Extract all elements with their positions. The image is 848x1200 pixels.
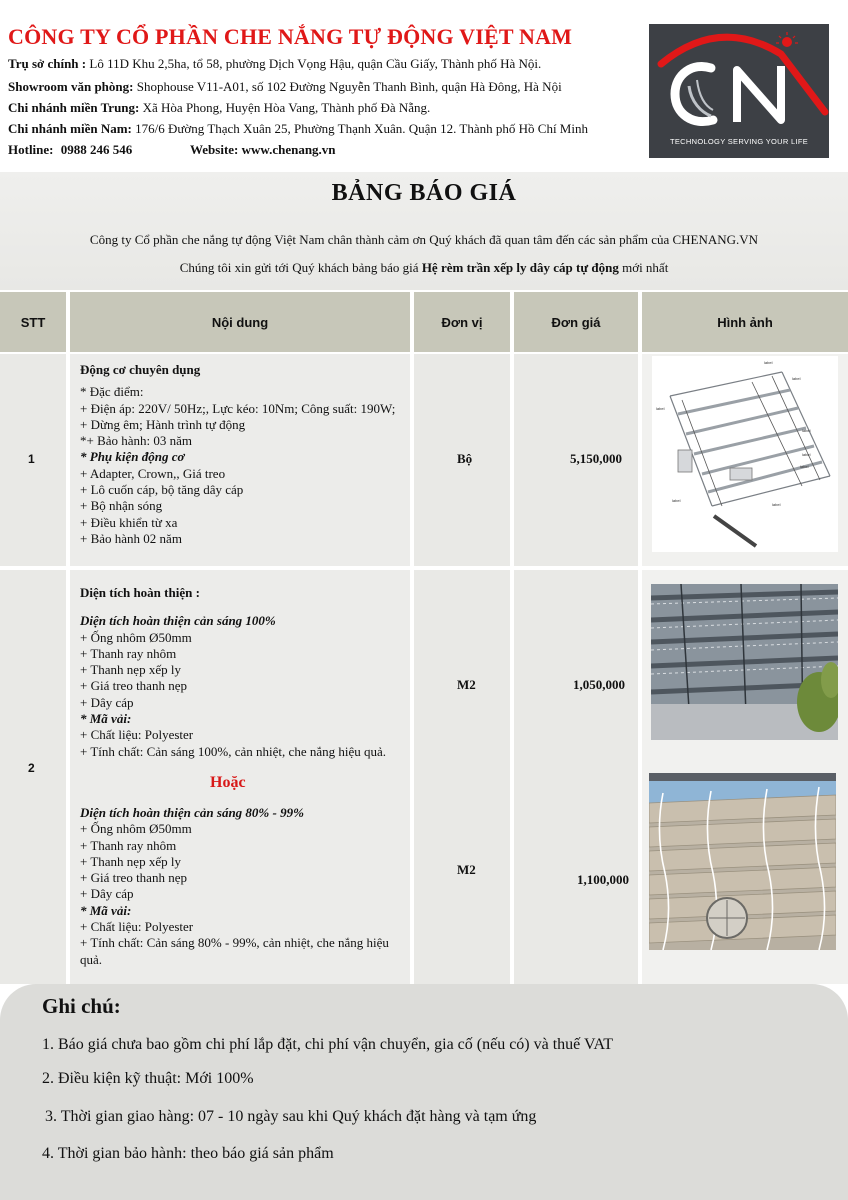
intro-suffix: mới nhất <box>618 260 669 275</box>
south-label: Chi nhánh miền Nam: <box>8 121 132 136</box>
hotline-label: Hotline: <box>8 142 54 157</box>
pleated-shade-photo <box>649 773 836 950</box>
note-item: 3. Thời gian giao hàng: 07 - 10 ngày sau khi Quý khách đặt hàng và tạm ứng <box>45 1108 537 1125</box>
option2-item: + Giá treo thanh nẹp <box>80 870 187 886</box>
row1-accessory: + Adapter, Crown,, Giá treo <box>80 465 226 481</box>
central-label: Chi nhánh miền Trung: <box>8 100 140 115</box>
note-item: 1. Báo giá chưa bao gồm chi phí lắp đặt, chi phí vận chuyển, gia cố (nếu có) và thuế VAT <box>42 1036 614 1053</box>
option1-fabric-item: + Tính chất: Cản sáng 100%, cản nhiệt, che nắng hiệu quả. <box>80 743 387 759</box>
row1-accessory: + Bảo hành 02 năm <box>80 530 182 546</box>
option1-price: 1,050,000 <box>573 677 625 692</box>
page-title: BẢNG BÁO GIÁ <box>331 180 517 206</box>
column-header-image: Hình ảnh <box>642 292 848 352</box>
option2-item: + Thanh ray nhôm <box>80 837 177 853</box>
row1-title: Động cơ chuyên dụng <box>80 362 201 377</box>
logo-tagline: TECHNOLOGY SERVING YOUR LIFE <box>669 137 809 146</box>
svg-text:label: label <box>792 376 801 381</box>
option1-item: + Ống nhôm Ø50mm <box>80 629 192 645</box>
intro-text: Công ty Cổ phần che nắng tự động Việt Nam chân thành cảm ơn Quý khách đã quan tâm đến các sản phẩm của CHENANG.VN <box>89 232 759 247</box>
row2-content-option2 <box>80 805 389 968</box>
product-name: Hệ rèm trần xếp ly dây cáp tự động <box>421 260 619 275</box>
option2-fabric-heading: * Mã vải: <box>80 902 132 918</box>
hotline-number[interactable]: 0988 246 546 <box>60 142 133 157</box>
notes-panel <box>0 984 848 1200</box>
row1-price: 5,150,000 <box>570 451 622 466</box>
cable-system-diagram-image <box>652 356 838 552</box>
showroom-address <box>8 79 562 95</box>
row2-heading: Diện tích hoàn thiện : <box>80 585 200 600</box>
option2-unit: M2 <box>457 862 476 877</box>
note-item: 4. Thời gian bảo hành: theo báo giá sản phẩm <box>42 1145 334 1162</box>
hotline <box>8 142 132 158</box>
option1-item: + Dây cáp <box>80 694 134 710</box>
row2-unit-cell <box>414 570 510 984</box>
option1-item: + Thanh nẹp xếp ly <box>80 662 181 678</box>
svg-text:label: label <box>802 452 811 457</box>
option2-fabric-item: + Chất liệu: Polyester <box>80 919 194 935</box>
option2-price: 1,100,000 <box>577 872 629 887</box>
row1-line: *+ Bảo hành: 03 năm <box>80 433 193 449</box>
website-link[interactable]: Website: www.chenang.vn <box>190 142 336 157</box>
row1-content <box>80 362 395 547</box>
or-separator: Hoặc <box>210 774 246 791</box>
central-branch-address <box>8 100 430 116</box>
row2-content-option1 <box>80 585 386 760</box>
south-value: 176/6 Đường Thạch Xuân 25, Phường Thạnh Xuân. Quận 12. Thành phố Hồ Chí Minh <box>135 121 588 136</box>
row1-accessories-heading: * Phụ kiện động cơ <box>80 449 185 465</box>
row2-stt-cell <box>0 570 66 984</box>
column-header-stt: STT <box>0 292 66 352</box>
column-header-price: Đơn giá <box>514 292 638 352</box>
svg-text:label: label <box>656 406 665 411</box>
pleated-ceiling-photo-icon <box>651 584 838 740</box>
row1-line: + Điện áp: 220V/ 50Hz;, Lực kéo: 10Nm; Công suất: 190W; <box>80 400 396 416</box>
option1-item: + Giá treo thanh nẹp <box>80 678 187 694</box>
option1-fabric-item: + Chất liệu: Polyester <box>80 727 194 743</box>
option2-item: + Thanh nẹp xếp ly <box>80 853 181 869</box>
option1-unit: M2 <box>457 677 476 692</box>
option1-item: + Thanh ray nhôm <box>80 645 177 661</box>
hq-label: Trụ sở chính : <box>8 56 87 71</box>
svg-text:label: label <box>672 498 681 503</box>
option1-title: Diện tích hoàn thiện cản sáng 100% <box>80 613 276 629</box>
svg-text:label: label <box>764 360 773 365</box>
row1-stt: 1 <box>28 452 35 466</box>
row1-accessory: + Điều khiển từ xa <box>80 514 178 530</box>
row1-accessory: + Bộ nhận sóng <box>80 498 163 514</box>
option2-fabric-item: quả. <box>80 951 103 967</box>
intro-prefix: Chúng tôi xin gửi tới Quý khách bảng báo giá <box>179 260 422 275</box>
showroom-label: Showroom văn phòng: <box>8 79 134 94</box>
row2-stt: 2 <box>28 761 35 775</box>
notes-title: Ghi chú: <box>42 994 121 1018</box>
showroom-value: Shophouse V11-A01, số 102 Đường Nguyễn Thanh Bình, quận Hà Đông, Hà Nội <box>136 79 562 94</box>
column-header-content: Nội dung <box>70 292 410 352</box>
option2-item: + Dây cáp <box>80 886 134 902</box>
row1-accessory: + Lô cuốn cáp, bộ tăng dây cáp <box>80 482 244 498</box>
svg-text:label: label <box>802 428 811 433</box>
svg-text:label: label <box>800 464 809 469</box>
option2-fabric-item: + Tính chất: Cản sáng 80% - 99%, cản nhiệt, che nắng hiệu <box>80 935 389 951</box>
row2-price-cell <box>514 570 638 984</box>
cable-system-diagram-icon <box>652 356 838 552</box>
row1-unit: Bộ <box>457 451 473 466</box>
option2-item: + Ống nhôm Ø50mm <box>80 821 192 837</box>
note-item: 2. Điều kiện kỹ thuật: Mới 100% <box>42 1070 254 1087</box>
hq-address <box>8 56 541 72</box>
company-name: CÔNG TY CỔ PHẦN CHE NẮNG TỰ ĐỘNG VIỆT NAM <box>8 24 573 49</box>
company-logo <box>649 24 829 158</box>
pleated-ceiling-photo <box>651 584 838 740</box>
south-branch-address <box>8 121 588 137</box>
svg-text:label: label <box>772 502 781 507</box>
pleated-shade-photo-icon <box>649 773 836 950</box>
column-header-unit: Đơn vị <box>414 292 510 352</box>
row1-line: * Đặc điểm: <box>80 384 144 400</box>
option2-title: Diện tích hoàn thiện cản sáng 80% - 99% <box>80 805 304 820</box>
intro-product-line <box>0 260 848 276</box>
central-value: Xã Hòa Phong, Huyện Hòa Vang, Thành phố Đà Nẵng. <box>142 100 431 115</box>
row1-line: + Dừng êm; Hành trình tự động <box>80 416 246 432</box>
hq-value: Lô 11D Khu 2,5ha, tổ 58, phường Dịch Vọng Hậu, quận Cầu Giấy, Thành phố Hà Nội. <box>89 56 542 71</box>
option1-fabric-heading: * Mã vải: <box>80 711 132 727</box>
